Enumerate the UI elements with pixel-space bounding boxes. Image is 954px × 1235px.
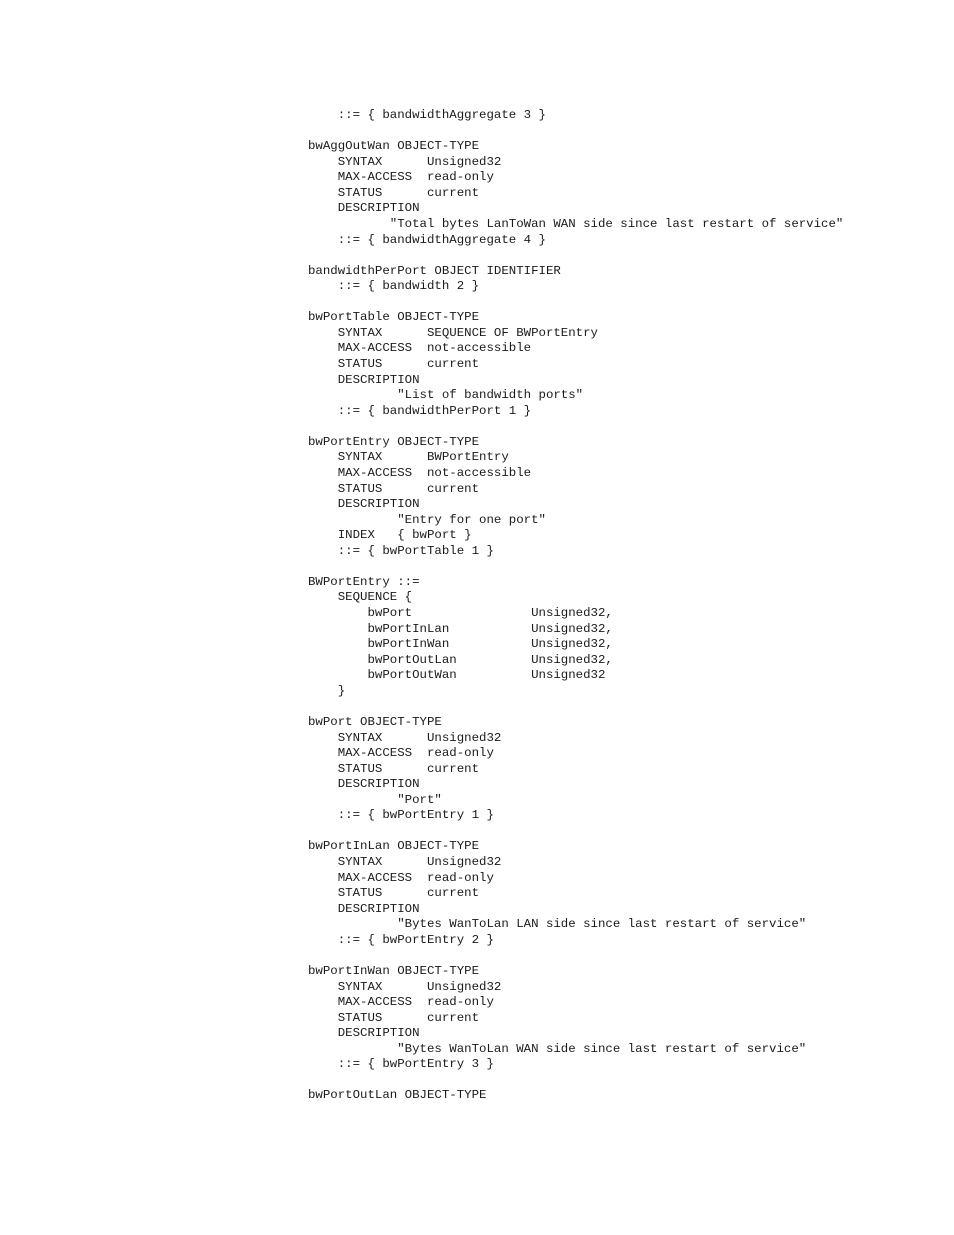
code-line: bwPortOutLan OBJECT-TYPE bbox=[308, 1088, 487, 1103]
code-line: SYNTAX Unsigned32 bbox=[308, 730, 502, 745]
code-line bbox=[308, 124, 843, 140]
code-line: STATUS current bbox=[308, 357, 480, 371]
code-line: bwPort OBJECT-TYPE bbox=[308, 714, 442, 729]
code-line: ::= { bandwidth 2 } bbox=[308, 279, 480, 294]
code-line: MAX-ACCESS read-only bbox=[308, 170, 494, 185]
code-line: SYNTAX SEQUENCE OF BWPortEntry bbox=[308, 325, 598, 340]
code-line: MAX-ACCESS read-only bbox=[308, 746, 494, 761]
code-line: SYNTAX Unsigned32 bbox=[308, 855, 502, 869]
code-line: "Total bytes LanToWan WAN side since last restart of service" bbox=[308, 216, 844, 231]
code-line: SYNTAX BWPortEntry bbox=[308, 450, 509, 465]
code-line: ::= { bwPortEntry 3 } bbox=[308, 1057, 494, 1072]
code-line: MAX-ACCESS read-only bbox=[308, 870, 494, 885]
code-line: bwPortInWan Unsigned32, bbox=[308, 637, 613, 652]
code-line bbox=[308, 1073, 843, 1089]
code-line bbox=[308, 559, 843, 575]
code-line: DESCRIPTION bbox=[308, 372, 420, 387]
code-line: STATUS current bbox=[308, 1010, 480, 1025]
mib-code-block bbox=[308, 108, 843, 1104]
code-line: ::= { bandwidthAggregate 4 } bbox=[308, 232, 546, 247]
code-line bbox=[308, 948, 843, 964]
code-line: bandwidthPerPort OBJECT IDENTIFIER bbox=[308, 263, 561, 278]
code-line: DESCRIPTION bbox=[308, 901, 420, 916]
code-line: DESCRIPTION bbox=[308, 201, 420, 216]
code-line: bwPortOutWan Unsigned32 bbox=[308, 668, 606, 683]
code-line: ::= { bandwidthAggregate 3 } bbox=[308, 108, 546, 122]
code-line: "Entry for one port" bbox=[308, 512, 546, 527]
code-line: ::= { bandwidthPerPort 1 } bbox=[308, 403, 532, 418]
code-line bbox=[308, 824, 843, 840]
code-line: bwAggOutWan OBJECT-TYPE bbox=[308, 139, 480, 154]
code-line: DESCRIPTION bbox=[308, 777, 420, 792]
code-line: SYNTAX Unsigned32 bbox=[308, 979, 502, 994]
code-line: bwPortOutLan Unsigned32, bbox=[308, 652, 613, 667]
code-line bbox=[308, 295, 843, 311]
code-line: BWPortEntry ::= bbox=[308, 574, 420, 589]
code-line: INDEX { bwPort } bbox=[308, 528, 472, 543]
code-line: STATUS current bbox=[308, 761, 480, 776]
code-line: DESCRIPTION bbox=[308, 497, 420, 512]
code-line: MAX-ACCESS read-only bbox=[308, 995, 494, 1010]
code-line: STATUS current bbox=[308, 886, 480, 901]
code-line: bwPortTable OBJECT-TYPE bbox=[308, 310, 480, 325]
code-line: "Bytes WanToLan WAN side since last restart of service" bbox=[308, 1041, 807, 1056]
code-line: "Bytes WanToLan LAN side since last restart of service" bbox=[308, 917, 807, 932]
code-line: SYNTAX Unsigned32 bbox=[308, 154, 502, 169]
code-line: STATUS current bbox=[308, 481, 480, 496]
code-line: } bbox=[308, 683, 346, 698]
code-line: "List of bandwidth ports" bbox=[308, 388, 584, 403]
code-line: DESCRIPTION bbox=[308, 1026, 420, 1041]
code-line: MAX-ACCESS not-accessible bbox=[308, 341, 532, 356]
code-line: bwPort Unsigned32, bbox=[308, 606, 613, 620]
code-line: SEQUENCE { bbox=[308, 590, 413, 605]
code-line: ::= { bwPortTable 1 } bbox=[308, 543, 494, 558]
code-line: ::= { bwPortEntry 1 } bbox=[308, 808, 494, 823]
code-line: bwPortInLan OBJECT-TYPE bbox=[308, 839, 480, 854]
code-line: ::= { bwPortEntry 2 } bbox=[308, 932, 494, 947]
code-line: bwPortInWan OBJECT-TYPE bbox=[308, 963, 480, 978]
code-line: bwPortEntry OBJECT-TYPE bbox=[308, 434, 480, 449]
code-line: STATUS current bbox=[308, 185, 480, 200]
code-line: "Port" bbox=[308, 792, 442, 807]
code-line bbox=[308, 419, 843, 435]
code-line: bwPortInLan Unsigned32, bbox=[308, 621, 613, 636]
code-line bbox=[308, 699, 843, 715]
code-line: MAX-ACCESS not-accessible bbox=[308, 465, 532, 480]
code-line bbox=[308, 248, 843, 264]
